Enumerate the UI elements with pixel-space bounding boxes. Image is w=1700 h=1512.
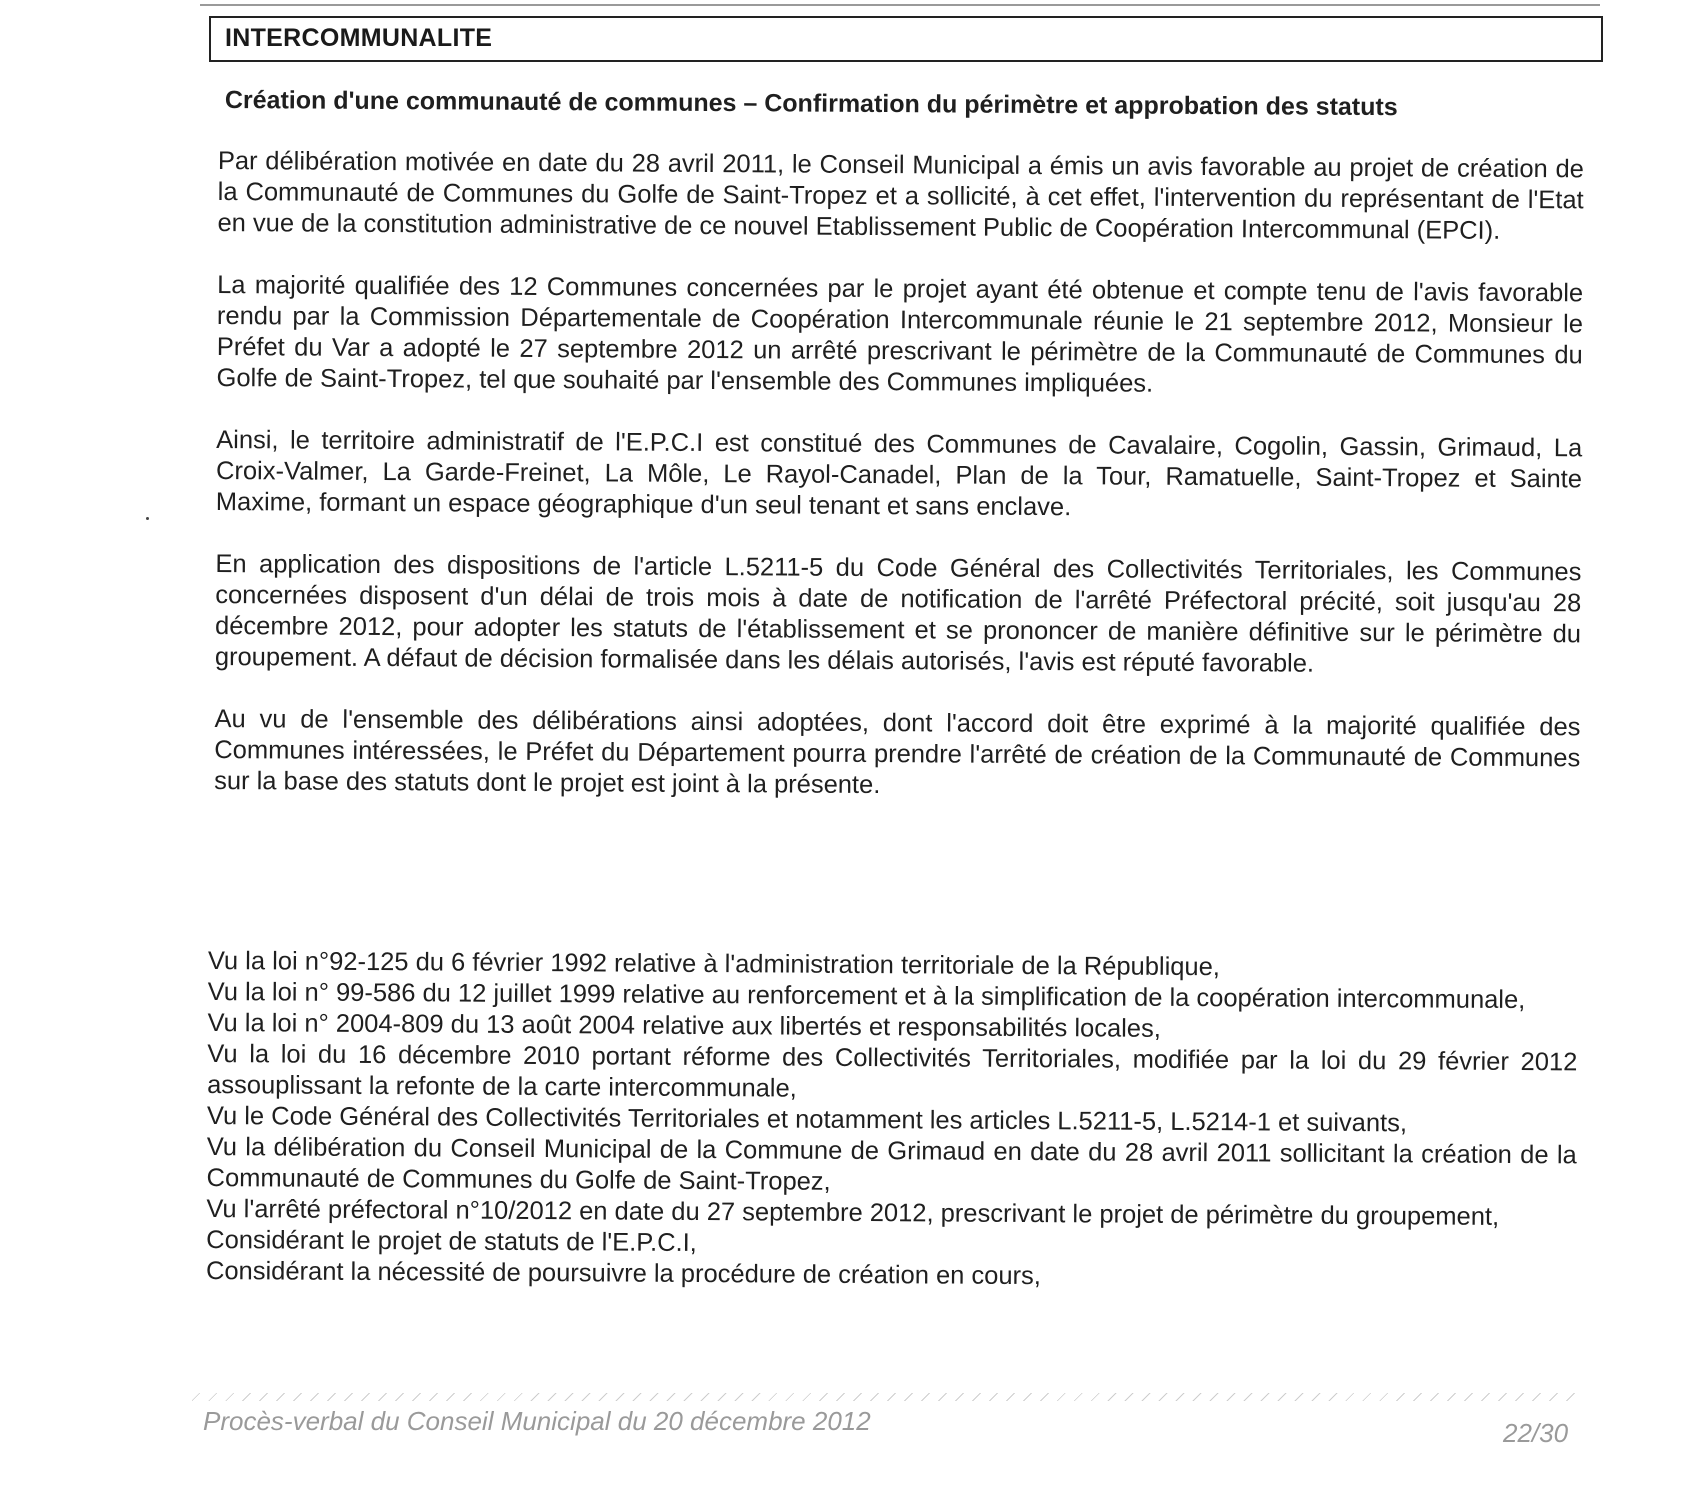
footer-divider — [192, 1393, 1582, 1401]
legal-reference-line: Vu la loi du 16 décembre 2010 portant réforme des Collectivités Territoriales, modifiée par la loi du 29 février 2012 assouplissant la refonte de la carte intercommunale, — [207, 1039, 1578, 1103]
paragraph-3: Ainsi, le territoire administratif de l'E.P.C.I est constitué des Communes de Cavalaire, Cogolin, Gassin, Grimaud, La Croix-Valmer, La Garde-Freinet, La Môle, Le Rayol-Canadel, Plan de la Tour, Ramatuelle, Saint-Tropez et Sainte Maxime, formant un espace géographique d'un seul tenant et sans enclave. — [215, 425, 1583, 522]
paragraph-4: En application des dispositions de l'article L.5211-5 du Code Général des Collectivités Territoriales, les Communes concernées disposent d'un délai de trois mois à date de notification de l'arrêté Préfectoral précité, soit jusqu'au 28 décembre 2012, pour adopter les statuts de l'établissement et se prononcer de manière définitive sur le périmètre du groupement. A défaut de décision formalisée dans les délais autorisés, l'avis est réputé favorable. — [214, 549, 1582, 678]
paragraph-5: Au vu de l'ensemble des délibérations ainsi adoptées, dont l'accord doit être exprimé à la majorité qualifiée des Communes intéressées, le Préfet du Département pourra prendre l'arrêté de création de la Communauté de Communes sur la base des statuts dont le projet est joint à la présente. — [214, 704, 1581, 800]
section-header-box — [209, 16, 1603, 62]
paragraph-2: La majorité qualifiée des 12 Communes concernées par le projet ayant été obtenue et compte tenu de l'avis favorable rendu par la Commission Départementale de Coopération Intercommunale réunie le 21 septembre 2012, Monsieur le Préfet du Var a adopté le 27 septembre 2012 un arrêté prescrivant le périmètre de la Communauté de Communes du Golfe de Saint-Tropez, tel que souhaité par l'ensemble des Communes impliquées. — [216, 270, 1584, 398]
legal-reference-line: Vu l'arrêté préfectoral n°10/2012 en date du 27 septembre 2012, prescrivant le projet de périmètre du groupement, — [206, 1194, 1500, 1231]
page-heading: Création d'une communauté de communes – Confirmation du périmètre et approbation des statuts — [224, 86, 1398, 122]
legal-reference-line: Vu la délibération du Conseil Municipal de la Commune de Grimaud en date du 28 avril 2011 sollicitant la création de la Communauté de Communes du Golfe de Saint-Tropez, — [206, 1132, 1577, 1196]
page-number: 22/30 — [1503, 1418, 1569, 1448]
legal-reference-line: Vu la loi n°92-125 du 6 février 1992 relative à l'administration territoriale de la République, — [207, 947, 1221, 982]
body-text — [214, 146, 1584, 836]
legal-reference-line: Vu la loi n° 2004-809 du 13 août 2004 relative aux libertés et responsabilités locales, — [207, 1008, 1161, 1043]
paragraph-1: Par délibération motivée en date du 28 avril 2011, le Conseil Municipal a émis un avis favorable au projet de création de la Communauté de Communes du Golfe de Saint-Tropez et a sollicité, à cet effet, l'intervention du représentant de l'Etat en vue de la constitution administrative de ce nouvel Etablissement Public de Coopération Intercommunal (EPCI). — [217, 146, 1584, 245]
legal-references — [206, 946, 1578, 1295]
considerant-line: Considérant le projet de statuts de l'E.P.C.I, — [206, 1225, 697, 1257]
top-rule — [200, 4, 1600, 6]
scan-speck — [146, 517, 149, 520]
footer-title: Procès-verbal du Conseil Municipal du 20 décembre 2012 — [203, 1406, 871, 1436]
legal-reference-line: Vu la loi n° 99-586 du 12 juillet 1999 relative au renforcement et à la simplification de la coopération intercommunale, — [207, 977, 1526, 1015]
legal-reference-line: Vu le Code Général des Collectivités Territoriales et notamment les articles L.5211-5, L.5214-1 et suivants, — [206, 1101, 1408, 1138]
section-title: INTERCOMMUNALITE — [225, 24, 493, 52]
considerant-line: Considérant la nécessité de poursuivre la procédure de création en cours, — [205, 1256, 1041, 1291]
